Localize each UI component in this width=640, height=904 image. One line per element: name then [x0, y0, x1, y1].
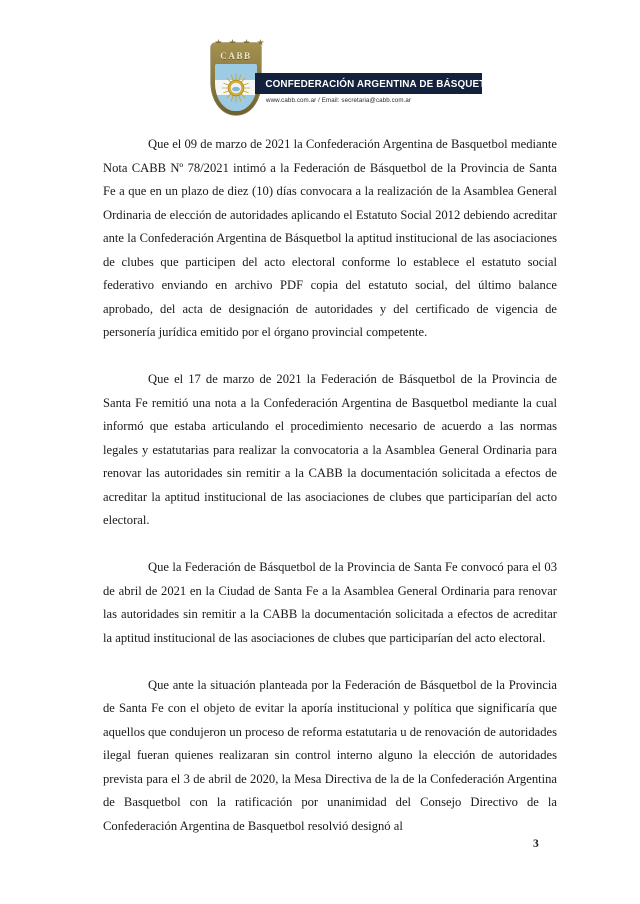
- paragraph: Que la Federación de Básquetbol de la Provincia de Santa Fe convocó para el 03 de abril de 2021 en la Ciudad de Santa Fe a la Asamblea General Ordinaria para renovar las autoridades sin remitir a la CABB la documentación solicitada a efectos de acreditar la aptitud institucional de las asociaciones de clubes que participarían del acto electoral.: [103, 560, 557, 645]
- cabb-logo: [207, 33, 507, 118]
- document-body: [103, 133, 557, 838]
- stars-row: [215, 35, 257, 43]
- paragraph: Que el 09 de marzo de 2021 la Confederación Argentina de Basquetbol mediante Nota CABB Nº 78/2021 intimó a la Federación de Básquetbol de la Provincia de Santa Fe a que en un plazo de diez (10) días convocara a la realización de la Asamblea General Ordinaria de elección de autoridades aplicando el Estatuto Social 2012 debiendo acreditar ante la Confederación Argentina de Básquetbol la aptitud institucional de las asociaciones de clubes que participen del acto electoral conforme lo establece el estatuto social federativo enviando en archivo PDF copia del estatuto social, del último balance aprobado, del acta de designación de autoridades y del certificado de vigencia de personería jurídica emitido por el órgano provincial competente.: [103, 137, 557, 339]
- paragraph: Que ante la situación planteada por la Federación de Básquetbol de la Provincia de Santa Fe con el objeto de evitar la aporía institucional y política que significaría que aquellos que condujeron un proceso de reforma estatutaria u de renovación de autoridades ilegal fueran quienes realizaran sin control interno alguno la elección de autoridades prevista para el 3 de abril de 2020, la Mesa Directiva de la de la Confederación Argentina de Basquetbol con la ratificación por unanimidad del Consejo Directivo de la Confederación Argentina de Basquetbol resolvió designó al: [103, 677, 557, 833]
- shield-shape: [211, 43, 261, 115]
- paragraph: Que el 17 de marzo de 2021 la Federación de Básquetbol de la Provincia de Santa Fe remitió una nota a la Confederación Argentina de Basquetbol mediante la cual informó que estaba articulando el procedimiento necesario de acuerdo a las normas legales y estatutarias para realizar la convocatoria a la Asamblea General Ordinaria para renovar las autoridades sin remitir a la CABB la documentación solicitada a efectos de acreditar la aptitud institucional de las asociaciones de clubes que participarían del acto electoral.: [103, 372, 557, 527]
- letterhead: [0, 0, 640, 125]
- letterhead-banner: [255, 73, 507, 94]
- contact-info: www.cabb.com.ar / Email: secretaria@cabb.com.ar: [266, 97, 412, 104]
- sun-of-may-icon: [221, 73, 251, 103]
- shield-band: [211, 49, 261, 62]
- page-number: 3: [533, 838, 539, 850]
- organization-name: CONFEDERACIÓN ARGENTINA DE BÁSQUETBOL: [265, 77, 507, 90]
- shield-flag-field: [215, 64, 257, 111]
- shield-acronym: CABB: [220, 50, 252, 61]
